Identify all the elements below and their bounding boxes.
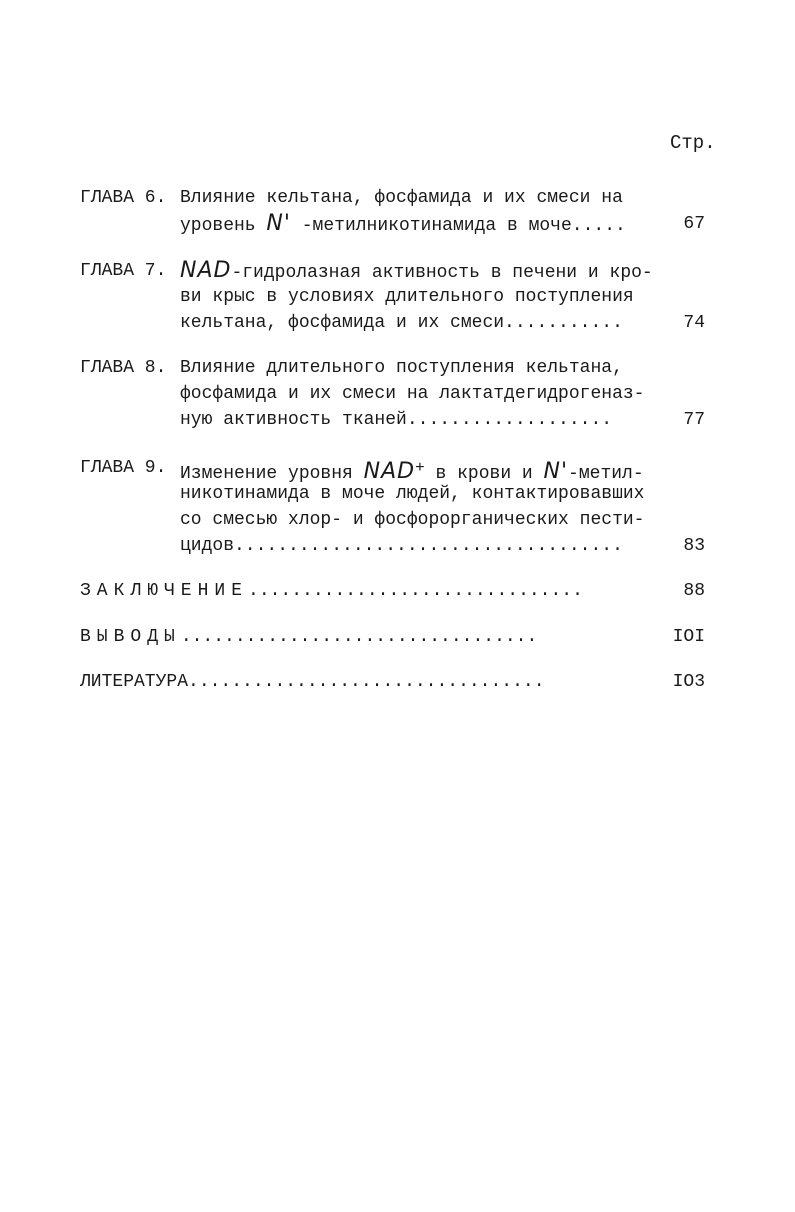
page-number: IO3 [672, 672, 705, 692]
toc-entry-chapter-8 [80, 355, 710, 433]
toc-entry-literature [80, 669, 710, 695]
handwritten-term: NAD [180, 258, 232, 283]
chapter-title-line: со смесью хлор- и фосфорорганических пести- [180, 510, 645, 530]
toc-line [80, 481, 710, 507]
superscript-plus: + [415, 459, 425, 477]
toc-line [80, 407, 710, 433]
toc-entry-chapter-9 [80, 455, 710, 559]
chapter-title-line: ную активность тканей................... [180, 410, 613, 430]
section-title-line: ЛИТЕРАТУРА................................. [80, 672, 545, 692]
handwritten-term: NAD [363, 459, 416, 484]
toc-entry-conclusions [80, 624, 710, 650]
page-number: 88 [683, 581, 705, 601]
chapter-title-line: NAD-гидролазная активность в печени и кро- [180, 258, 653, 283]
chapter-label: ГЛАВА 7. [80, 261, 167, 281]
page-column-label: Стр. [670, 132, 716, 154]
chapter-title-line: уровень N' -метилникотинамида в моче..... [180, 211, 626, 236]
toc-line [80, 310, 710, 336]
toc-line [80, 185, 710, 211]
section-title-line: ЗАКЛЮЧЕНИЕ............................... [80, 581, 583, 601]
page-number: 77 [683, 410, 705, 430]
toc-line [80, 578, 710, 604]
chapter-label: ГЛАВА 8. [80, 358, 167, 378]
chapter-title-line: кельтана, фосфамида и их смеси........... [180, 313, 623, 333]
toc-line [80, 355, 710, 381]
handwritten-term: N' [543, 459, 569, 484]
section-title-line: ВЫВОДЫ................................. [80, 627, 538, 647]
chapter-title-line: Влияние кельтана, фосфамида и их смеси на [180, 188, 623, 208]
page-number: 74 [683, 313, 705, 333]
toc-line [80, 284, 710, 310]
chapter-title-line: фосфамида и их смеси на лактатдегидрогеназ- [180, 384, 645, 404]
chapter-label: ГЛАВА 9. [80, 458, 167, 478]
chapter-title-line: Влияние длительного поступления кельтана, [180, 358, 623, 378]
page-number: 83 [683, 536, 705, 556]
toc-line [80, 211, 710, 237]
toc-line [80, 258, 710, 284]
toc-line [80, 669, 710, 695]
chapter-title-line: Изменение уровня NAD+ в крови и N'-метил- [180, 459, 644, 484]
page-number: IOI [672, 627, 705, 647]
chapter-label: ГЛАВА 6. [80, 188, 167, 208]
toc-line [80, 381, 710, 407]
toc-line [80, 624, 710, 650]
toc-entry-conclusion [80, 578, 710, 604]
toc-line [80, 507, 710, 533]
toc-line [80, 455, 710, 484]
page-number: 67 [683, 214, 705, 234]
toc-line [80, 533, 710, 559]
toc-entry-chapter-7 [80, 258, 710, 336]
chapter-title-line: никотинамида в моче людей, контактировавших [180, 484, 645, 504]
chapter-title-line: ви крыс в условиях длительного поступления [180, 287, 634, 307]
toc-entry-chapter-6 [80, 185, 710, 237]
handwritten-term: N' [266, 211, 291, 236]
chapter-title-line: цидов.................................... [180, 536, 623, 556]
